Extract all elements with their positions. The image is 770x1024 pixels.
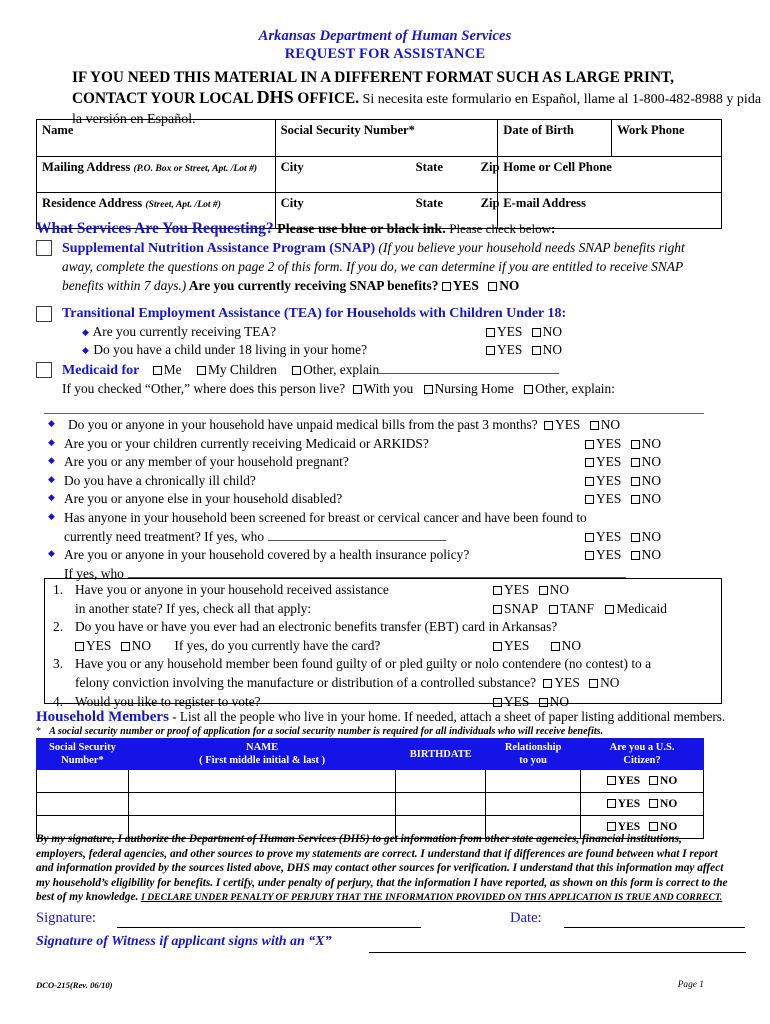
medicaid-title: Medicaid for (62, 363, 140, 378)
q3-yes-label: YES (554, 674, 580, 690)
state-label: State (415, 160, 443, 174)
medicaid-q1-no-checkbox[interactable] (590, 421, 599, 430)
dhs-abbrev: DHS (256, 86, 294, 107)
table-row (37, 157, 722, 193)
household-members-subtitle: - List all the people who live in your home. If needed, attach a sheet of paper listing additional members. (168, 709, 726, 724)
medicaid-insurance-question (36, 547, 736, 566)
medicaid-screening-no-checkbox[interactable] (631, 533, 640, 542)
cell-home-cell-phone[interactable]: Home or Cell Phone (498, 157, 722, 193)
question-2-line-1 (45, 619, 721, 638)
household-members-table (36, 738, 704, 839)
snap-yes-checkbox[interactable] (442, 282, 451, 291)
form-title: REQUEST FOR ASSISTANCE (284, 46, 486, 62)
cell-name[interactable]: Name (37, 120, 276, 157)
tea-section (36, 305, 736, 359)
q1-tanf-checkbox[interactable] (549, 605, 558, 614)
tea-q2-no-label: NO (542, 342, 563, 357)
residence-address-label: Residence Address (42, 196, 146, 210)
table-row (37, 770, 704, 793)
notice-spanish: Si necesita este formulario en Español, llame al 1-800-482-8988 y pida la versión en Español. (72, 91, 762, 127)
medicaid-question-1 (36, 417, 736, 436)
services-question: What Services Are You Requesting? (36, 220, 274, 237)
divider-line (44, 413, 704, 414)
state-label: State (415, 196, 443, 210)
member-3-citizen-no-label: NO (660, 821, 678, 833)
general-questions-box (44, 578, 722, 709)
cell-member-2-birthdate[interactable] (396, 793, 486, 816)
notice-line-2a: CONTACT YOUR LOCAL (72, 89, 257, 107)
form-id: DCO-215(Rev. 06/10) (36, 980, 113, 990)
medicaid-q2-yesno (585, 436, 661, 452)
question-1-program-options (493, 601, 667, 617)
medicaid-screening-who-line[interactable] (268, 530, 446, 541)
snap-paren-line3: benefits within 7 days.) (62, 277, 187, 293)
cell-member-2-relationship[interactable] (486, 793, 581, 816)
medicaid-my-children-checkbox[interactable] (197, 366, 206, 375)
tea-q1-yes-checkbox[interactable] (486, 328, 495, 337)
column-header-name (128, 739, 395, 770)
medicaid-q4-yes-checkbox[interactable] (585, 477, 594, 486)
q3-no-checkbox[interactable] (589, 679, 598, 688)
question-2-followup-yesno (493, 638, 581, 654)
cell-member-2-citizen (581, 793, 704, 816)
question-1-line-1 (45, 582, 721, 601)
member-3-citizen-yes-checkbox[interactable] (607, 822, 616, 831)
medicaid-screening-question (36, 510, 736, 529)
column-header-relationship-line1: Relationship (504, 742, 562, 753)
services-heading-row (36, 220, 555, 238)
member-2-citizen-no-label: NO (660, 798, 678, 810)
diamond-bullet-icon: ◆ (48, 548, 55, 559)
medicaid-q2-yes-checkbox[interactable] (585, 440, 594, 449)
medicaid-q5-yes-checkbox[interactable] (585, 495, 594, 504)
snap-checkbox[interactable] (36, 240, 52, 256)
medicaid-q4-yesno (585, 473, 661, 489)
cell-email-address[interactable]: E-mail Address (498, 193, 722, 229)
snap-no-checkbox[interactable] (488, 282, 497, 291)
column-header-relationship (486, 739, 581, 770)
medicaid-q3-no-label: NO (641, 454, 662, 470)
check-note: Please check below (449, 221, 552, 236)
question-3-text: Have you or any household member been found guilty of or pled guilty or nolo contendere (no contest) to a (75, 656, 652, 672)
medicaid-q4-no-checkbox[interactable] (631, 477, 640, 486)
cell-mailing-address[interactable] (37, 157, 276, 193)
q2-no-label: NO (131, 637, 152, 653)
medicaid-screening-line2: currently need treatment? If yes, who (64, 528, 265, 544)
column-header-birthdate (396, 739, 486, 770)
medicaid-section (36, 361, 736, 399)
witness-row (36, 934, 736, 956)
signature-row (36, 910, 736, 932)
q1-no-label: NO (549, 582, 570, 597)
medicaid-q3-no-checkbox[interactable] (631, 458, 640, 467)
medicaid-q5-yes-label: YES (596, 491, 622, 507)
medicaid-checkbox[interactable] (36, 362, 52, 378)
medicaid-for-options (153, 362, 559, 377)
member-1-citizen-no-checkbox[interactable] (649, 776, 658, 785)
question-1-number: 1. (53, 582, 64, 597)
medicaid-question-4 (36, 473, 736, 492)
date-label: Date: (510, 910, 542, 926)
column-header-ssn-line2: Number* (61, 755, 104, 766)
diamond-bullet-icon: ◆ (82, 345, 89, 355)
column-header-ssn (37, 739, 129, 770)
question-4-number: 4. (53, 693, 64, 709)
household-members-title: Household Members (36, 709, 169, 725)
q1-medicaid-checkbox[interactable] (605, 605, 614, 614)
question-1-line-2 (45, 601, 721, 620)
tea-q1-no-checkbox[interactable] (532, 328, 541, 337)
city-label: City (280, 160, 304, 174)
snap-yesno (442, 278, 520, 293)
applicant-info-table (36, 119, 722, 229)
medicaid-q1-no-label: NO (600, 417, 621, 432)
tea-q2-no-checkbox[interactable] (532, 346, 541, 355)
medicaid-insurance-no-checkbox[interactable] (631, 551, 640, 560)
question-4-text: Would you like to register to vote? (75, 693, 261, 709)
certification-body: By my signature, I authorize the Department of Human Services (DHS) to get information from other state agencies, financial institutions, employers, federal agencies, and other sources to prove my statements are correct. I understand that if differences are found between what I report and information provided by the sources listed above, DHS may contact other sources for verification. I understand that this information may affect my household’s eligibility for benefits. I certify, under penalty of perjury, that the information I have reported, as shown on this form is correct to the best of my knowledge. (36, 833, 728, 904)
ink-note: Please use blue or black ink. (277, 222, 446, 237)
medicaid-question-4-text: Do you have a chronically ill child? (64, 472, 256, 488)
q4-yes-checkbox[interactable] (493, 698, 502, 707)
q1-no-checkbox[interactable] (539, 586, 548, 595)
q3-no-label: NO (600, 674, 620, 690)
table-row (37, 120, 722, 157)
member-1-citizen-yes-label: YES (617, 775, 641, 787)
table-header-row (37, 739, 704, 770)
page-number: Page 1 (677, 980, 704, 990)
medicaid-nursing-home-label: Nursing Home (434, 381, 514, 397)
medicaid-with-you-label: With you (363, 381, 414, 397)
tea-q2-yes-label: YES (497, 342, 523, 357)
q1-yes-label: YES (504, 582, 530, 597)
cell-dob[interactable]: Date of Birth (498, 120, 612, 157)
diamond-bullet-icon: ◆ (48, 436, 55, 447)
medicaid-screening-no-label: NO (641, 528, 662, 544)
question-3-text-cont: felony conviction involving the manufacture or distribution of a controlled substance? (75, 674, 537, 690)
tea-q1-no-label: NO (542, 324, 563, 339)
cell-member-1-ssn[interactable] (37, 770, 129, 793)
member-3-citizen-yes-label: YES (617, 821, 641, 833)
medicaid-q1-yes-checkbox[interactable] (544, 421, 553, 430)
q2-yes-checkbox[interactable] (75, 642, 84, 651)
column-header-relationship-line2: to you (519, 755, 547, 766)
zip-label: Zip (480, 160, 500, 174)
cell-work-phone[interactable]: Work Phone (612, 120, 722, 157)
household-ssn-note (36, 726, 736, 737)
medicaid-screening-yes-label: YES (596, 528, 622, 544)
tea-question-2 (82, 341, 736, 359)
q2-yes2-checkbox[interactable] (493, 642, 502, 651)
q2-no2-checkbox[interactable] (551, 642, 560, 651)
tea-checkbox[interactable] (36, 306, 52, 322)
diamond-bullet-icon: ◆ (48, 492, 55, 503)
medicaid-other-explain-label: Other, explain: (535, 381, 615, 397)
tea-question-2-text: Do you have a child under 18 living in your home? (93, 342, 368, 357)
column-header-citizen-line1: Are you a U.S. (609, 742, 675, 753)
medicaid-me-checkbox[interactable] (153, 366, 162, 375)
medicaid-screening-yesno (585, 529, 661, 545)
check-note-colon: : (551, 221, 556, 236)
agency-name: Arkansas Department of Human Services (258, 28, 512, 44)
cell-member-1-citizen (581, 770, 704, 793)
signature-line[interactable] (117, 927, 421, 928)
medicaid-q4-yes-label: YES (596, 472, 622, 488)
tea-question-2-yesno (486, 341, 562, 359)
question-4-yesno (493, 694, 569, 710)
table-row (37, 793, 704, 816)
q1-medicaid-label: Medicaid (616, 600, 667, 616)
diamond-bullet-icon: ◆ (82, 327, 89, 337)
snap-question: Are you currently receiving SNAP benefits? (186, 277, 439, 293)
column-header-citizen-line2: Citizen? (623, 755, 661, 766)
column-header-name-line2: ( First middle initial & last ) (199, 755, 326, 766)
q1-snap-label: SNAP (504, 600, 538, 616)
member-2-citizen-no-checkbox[interactable] (649, 799, 658, 808)
snap-yes-label: YES (452, 277, 479, 293)
question-1-text-cont: in another state? If yes, check all that apply: (75, 600, 312, 616)
q2-no2-label: NO (561, 637, 582, 653)
medicaid-question-3 (36, 454, 736, 473)
mailing-address-label: Mailing Address (42, 160, 134, 174)
medicaid-q3-yesno (585, 454, 661, 470)
cell-member-2-ssn[interactable] (37, 793, 129, 816)
medicaid-other-live-question: If you checked “Other,” where does this person live? (62, 381, 346, 397)
snap-paren-line1: (If you believe your household needs SNAP benefits right (375, 240, 685, 255)
page-footer (36, 980, 728, 994)
question-3-line-1 (45, 656, 721, 675)
city-label: City (280, 196, 304, 210)
medicaid-screening-line2-row (36, 529, 736, 548)
column-header-citizen (581, 739, 704, 770)
medicaid-other-checkbox[interactable] (292, 366, 301, 375)
medicaid-insurance-yes-label: YES (596, 547, 622, 563)
q4-no-checkbox[interactable] (539, 698, 548, 707)
diamond-bullet-icon: ◆ (48, 418, 55, 428)
question-2-number: 2. (53, 619, 64, 635)
medicaid-q5-yesno (585, 491, 661, 507)
q3-yes-checkbox[interactable] (543, 679, 552, 688)
q2-yes2-label: YES (504, 637, 530, 653)
q2-yes-label: YES (86, 637, 112, 653)
medicaid-other-explain-line[interactable] (379, 363, 559, 374)
q2-no-checkbox[interactable] (121, 642, 130, 651)
cell-ssn[interactable]: Social Security Number* (275, 120, 498, 157)
q1-tanf-label: TANF (560, 600, 595, 616)
tea-question-1-yesno (486, 323, 562, 341)
medicaid-q2-no-label: NO (641, 435, 662, 451)
member-3-citizen-no-checkbox[interactable] (649, 822, 658, 831)
tea-title: Transitional Employment Assistance (TEA) for Households with Children Under 18: (62, 306, 567, 321)
question-3-number: 3. (53, 656, 64, 672)
cell-member-1-relationship[interactable] (486, 770, 581, 793)
column-header-name-line1: NAME (246, 742, 279, 753)
medicaid-question-1-text: Do you or anyone in your household have unpaid medical bills from the past 3 months? (68, 417, 538, 432)
medicaid-question-5-text: Are you or anyone else in your household disabled? (64, 491, 343, 507)
certification-paragraph (36, 832, 728, 906)
medicaid-question-2 (36, 436, 736, 455)
medicaid-insurance-who-line[interactable] (128, 567, 626, 578)
snap-no-label: NO (499, 277, 520, 293)
medicaid-other-live-row (62, 380, 736, 398)
medicaid-insurance-yes-checkbox[interactable] (585, 551, 594, 560)
diamond-bullet-icon: ◆ (48, 473, 55, 484)
cell-member-1-birthdate[interactable] (396, 770, 486, 793)
tea-q1-yes-label: YES (497, 324, 523, 339)
snap-section (36, 239, 736, 295)
medicaid-q3-yes-label: YES (596, 454, 622, 470)
medicaid-q2-yes-label: YES (596, 435, 622, 451)
medicaid-q4-no-label: NO (641, 472, 662, 488)
cell-mailing-city[interactable] (275, 157, 498, 193)
question-3-yesno (543, 675, 619, 690)
form-header (0, 28, 770, 63)
member-1-citizen-no-label: NO (660, 775, 678, 787)
medicaid-questions-section (36, 413, 736, 584)
medicaid-other-explain-checkbox[interactable] (524, 385, 533, 394)
date-line[interactable] (564, 927, 745, 928)
snap-paren-line2: away, complete the questions on page 2 of this form. If you do, we can determine if you are entitled to receive SNAP (62, 259, 684, 275)
medicaid-q1-yes-label: YES (555, 417, 581, 432)
household-note-text: A social security number or proof of application for a social security number is required for all individuals who will receive benefits. (49, 726, 604, 737)
signature-label: Signature: (36, 910, 96, 926)
notice-line-1: IF YOU NEED THIS MATERIAL IN A DIFFERENT FORMAT SUCH AS LARGE PRINT, (72, 69, 674, 86)
medicaid-me-label: Me (163, 362, 182, 377)
medicaid-insurance-yesno (585, 547, 661, 563)
medicaid-q1-yesno (544, 417, 620, 432)
snap-title: Supplemental Nutrition Assistance Program (SNAP) (62, 241, 376, 256)
q4-yes-label: YES (504, 693, 530, 709)
diamond-bullet-icon: ◆ (48, 455, 55, 466)
snap-body (62, 239, 736, 295)
medicaid-question-5 (36, 491, 736, 510)
member-2-citizen-yes-label: YES (617, 798, 641, 810)
tea-question-1-text: Are you currently receiving TEA? (92, 324, 277, 339)
medicaid-insurance-text: Are you or anyone in your household covered by a health insurance policy? (64, 547, 470, 563)
medicaid-question-2-text: Are you or your children currently receiving Medicaid or ARKIDS? (64, 435, 429, 451)
medicaid-q5-no-checkbox[interactable] (631, 495, 640, 504)
tea-q2-yes-checkbox[interactable] (486, 346, 495, 355)
medicaid-other-label: Other, explain (303, 362, 380, 377)
asterisk-icon: * (36, 726, 42, 737)
medicaid-if-yes-who-label: If yes, who (64, 565, 124, 581)
q4-no-label: NO (549, 693, 570, 709)
zip-label: Zip (480, 196, 500, 210)
cell-member-2-name[interactable] (128, 793, 395, 816)
medicaid-nursing-home-checkbox[interactable] (424, 385, 433, 394)
question-1-text: Have you or anyone in your household received assistance (75, 582, 389, 597)
household-members-heading (36, 709, 736, 726)
tea-question-1 (82, 323, 736, 341)
member-2-citizen-yes-checkbox[interactable] (607, 799, 616, 808)
residence-address-hint: (Street, Apt. /Lot #) (145, 199, 221, 210)
question-2-followup-text: If yes, do you currently have the card? (174, 637, 381, 653)
q1-snap-checkbox[interactable] (493, 605, 502, 614)
medicaid-insurance-no-label: NO (641, 547, 662, 563)
diamond-bullet-icon: ◆ (48, 510, 55, 521)
medicaid-screening-yes-checkbox[interactable] (585, 533, 594, 542)
question-1-yesno (493, 582, 569, 598)
cell-member-1-name[interactable] (128, 770, 395, 793)
column-header-birthdate-text: BIRTHDATE (409, 748, 472, 760)
mailing-address-hint: (P.O. Box or Street, Apt. /Lot #) (133, 163, 258, 174)
medicaid-screening-line1: Has anyone in your household been screened for breast or cervical cancer and have been found to (64, 509, 587, 525)
member-1-citizen-yes-checkbox[interactable] (607, 776, 616, 785)
medicaid-body (62, 361, 736, 399)
witness-line[interactable] (369, 952, 746, 953)
q1-yes-checkbox[interactable] (493, 586, 502, 595)
medicaid-my-children-label: My Children (207, 362, 277, 377)
medicaid-q3-yes-checkbox[interactable] (585, 458, 594, 467)
medicaid-q2-no-checkbox[interactable] (631, 440, 640, 449)
question-2-line-2 (45, 638, 721, 657)
certification-declaration: I DECLARE UNDER PENALTY OF PERJURY THAT THE INFORMATION PROVIDED ON THIS APPLICATION IS TRUE AND CORRECT. (141, 892, 723, 904)
question-3-line-2 (45, 675, 721, 694)
notice-line-2b: OFFICE. (293, 89, 360, 107)
medicaid-question-3-text: Are you or any member of your household pregnant? (64, 454, 349, 470)
medicaid-q5-no-label: NO (641, 491, 662, 507)
column-header-ssn-line1: Social Security (49, 742, 116, 753)
witness-label: Signature of Witness if applicant signs with an “X” (36, 934, 332, 949)
question-2-text: Do you have or have you ever had an electronic benefits transfer (EBT) card in Arkansas? (75, 619, 558, 635)
medicaid-with-you-checkbox[interactable] (353, 385, 362, 394)
